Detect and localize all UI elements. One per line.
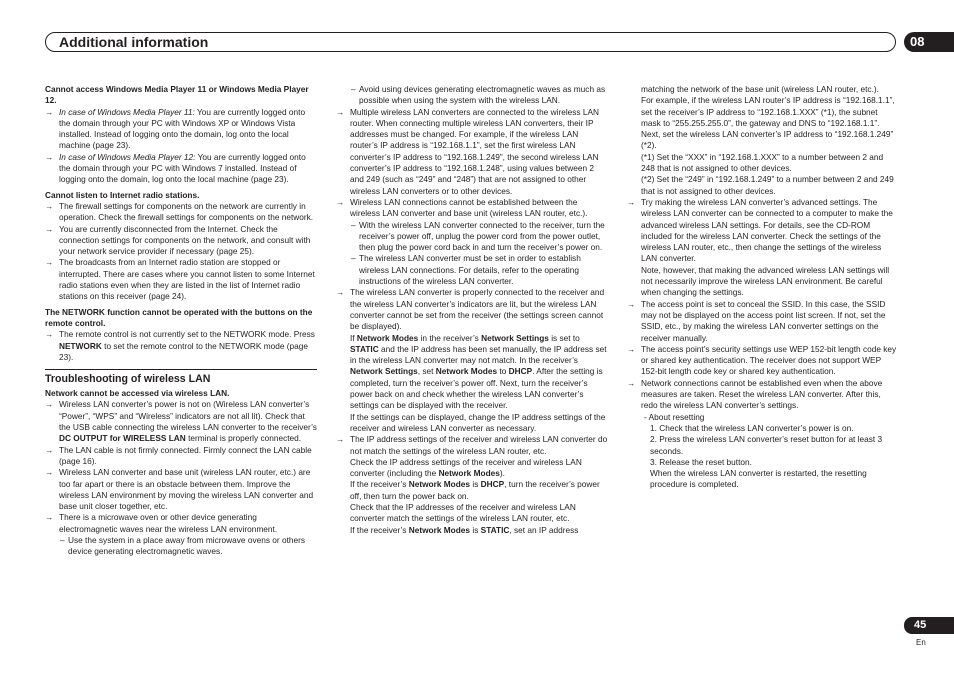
network-settings-ref: Network Settings <box>481 332 549 343</box>
conn-sub-2: – The wireless LAN converter must be set in order to establish wireless LAN connections. For details, refer to the operating instructions of the wireless LAN converter. <box>336 253 608 287</box>
if-dhcp <box>336 479 608 502</box>
cont-text: matching the network of the base unit (wireless LAN router, etc.). <box>641 84 879 94</box>
column-1 <box>45 84 317 558</box>
wmp11-text: You are currently logged onto the domain through your PC with Windows XP or Windows Vista installed. Instead of logging onto the domain, log onto the local machine (page 23). <box>59 106 306 151</box>
advanced-note: Note, however, that making the advanced wireless LAN settings will not necessarily improve the wireless LAN environment. Be careful when changing the settings. <box>641 264 890 298</box>
text-frag: and the IP address has been set manually, the IP address set in the wireless LAN converter may not match. In the receiver’s <box>350 343 607 366</box>
static-ref: STATIC <box>480 524 510 535</box>
text-frag: Check the IP address settings of the receiver and wireless LAN converter (including the <box>350 456 582 479</box>
page-number: 45 <box>904 617 954 634</box>
static-ref: STATIC <box>350 343 379 354</box>
ip-mismatch-item: → The IP address settings of the receiver and wireless LAN converter do not match the settings of the wireless LAN router, etc. <box>336 434 608 457</box>
network-settings-ref: Network Settings <box>350 366 418 377</box>
radio-item-2: → You are currently disconnected from the Internet. Check the connection settings for components on the network, and consult with your network service provider if necessary (page 25). <box>45 224 317 258</box>
radio-heading: Cannot listen to Internet radio stations. <box>45 189 200 200</box>
text-frag: is set to <box>548 332 580 343</box>
text-frag: If the receiver’s <box>350 524 409 535</box>
wmp11-lead: In case of Windows Media Player 11: <box>59 106 195 117</box>
lan-item-3: → Wireless LAN converter and base unit (wireless LAN router, etc.) are too far apart or there is an obstacle between them. Improve the wireless LAN environment by moving the wireless LAN converter and base unit closer together, etc. <box>45 467 317 512</box>
network-modes-ref: Network Modes <box>408 524 471 535</box>
text-frag: to <box>497 366 509 377</box>
radio-item-3: → The broadcasts from an Internet radio station are stopped or interrupted. There are cases where you cannot listen to some Internet radio stations even when they are listed in the list of Internet radio stations on this receiver (page 24). <box>45 257 317 302</box>
if-static <box>336 525 608 536</box>
reset-step-2: 2. Press the wireless LAN converter’s reset button for at least 3 seconds. <box>650 434 883 456</box>
advanced-item: → Try making the wireless LAN converter’s advanced settings. The wireless LAN converter can be connected to a computer to make the advanced wireless LAN settings. For details, see the CD-ROM included for the wireless LAN converter. Check the settings of the wireless LAN router, etc., then change the settings of the wireless LAN converter. <box>627 197 899 265</box>
wep-item: → The access point’s security settings use WEP 152-bit length code key or shared key authentication. The receiver does not support WEP 152-bit length code key or shared key authentication. <box>627 344 899 378</box>
language-label: En <box>916 638 926 647</box>
wmp12-text: You are currently logged onto the domain through your PC with Windows 7 installed. Instead of logging onto the domain, log onto the local machine (page 23). <box>59 151 306 185</box>
avoid-item: – Avoid using devices generating electromagnetic waves as much as possible when using the system with the wireless LAN. <box>336 84 608 107</box>
wmp11-item <box>45 107 317 152</box>
indicator-item: → The wireless LAN converter is properly connected to the receiver and the wireless LAN converter’s indicators are lit, but the wireless LAN converter cannot be set from the receiver (the settings screen cannot be displayed). <box>336 287 608 332</box>
reset-step-1: 1. Check that the wireless LAN converter’s power is on. <box>650 422 854 433</box>
wmp12-lead: In case of Windows Media Player 12: <box>59 151 196 162</box>
wmp-heading: Cannot access Windows Media Player 11 or Windows Media Player 12. <box>45 84 309 106</box>
text-frag: is <box>470 524 481 535</box>
multi-item: → Multiple wireless LAN converters are connected to the wireless LAN router. When connecting multiple wireless LAN converters, their IP addresses must be changed. For example, if the wireless LAN router’s IP address is “192.168.1.1”, set the first wireless LAN converter’s IP address to “192.168.1.249”, the second wireless LAN converter’s IP address to “192.168.1.248”, using values between 2 and 249 (such as “249” and “248”) that are not assigned to other wireless LAN converters or to other devices. <box>336 107 608 197</box>
wmp12-item <box>45 152 317 186</box>
radio-item-1: → The firewall settings for components on the network are currently in operation. Check the firewall settings for components on the network. <box>45 201 317 224</box>
column-3 <box>627 84 899 491</box>
network-button-ref: NETWORK <box>59 340 102 351</box>
conn-sub-1: – With the wireless LAN converter connected to the receiver, turn the receiver’s power off, unplug the power cord from the power outlet, then plug the power cord back in and turn the receiver’s power on. <box>336 220 608 254</box>
lan-item-4: → There is a microwave oven or other device generating electromagnetic waves near the wireless LAN environment. <box>45 512 317 535</box>
reset-step-end: When the wireless LAN converter is restarted, the resetting procedure is completed. <box>650 468 867 490</box>
network-modes-ref: Network Modes <box>435 366 498 377</box>
check-match: Check that the IP addresses of the receiver and wireless LAN converter match the settings of the wireless LAN router, etc. <box>350 501 576 524</box>
text-frag: is <box>470 479 481 490</box>
lan-item-1 <box>45 399 317 444</box>
text-frag: in the receiver’s <box>418 332 482 343</box>
page-title: Additional information <box>59 34 209 50</box>
dhcp-ref: DHCP <box>480 479 505 490</box>
column-2 <box>336 84 608 536</box>
lan-heading: Network cannot be accessed via wireless LAN. <box>45 388 230 399</box>
note-2: (*2) Set the “249” in “192.168.1.249” to a number between 2 and 249 that is not assigned to other devices. <box>641 174 894 196</box>
text-frag: ). <box>499 468 505 479</box>
text-frag: , set <box>417 366 436 377</box>
network-heading: The NETWORK function cannot be operated with the buttons on the remote control. <box>45 306 313 328</box>
header-bar <box>45 32 896 52</box>
lan-1-terminal: DC OUTPUT for WIRELESS LAN <box>59 433 186 444</box>
check-ip <box>336 457 608 480</box>
reset-step-3: 3. Release the reset button. <box>650 456 752 467</box>
network-text-a: The remote control is not currently set to the NETWORK mode. Press <box>59 329 315 340</box>
about-resetting: - About resetting <box>644 411 705 422</box>
lan-item-4-sub: – Use the system in a place away from microwave ovens or others device generating electromagnetic waves. <box>45 535 317 558</box>
lan-1-text-a: Wireless LAN converter’s power is not on (Wireless LAN converter’s “Power”, “WPS” and “Wireless” indicators are not all lit). Check that the USB cable connecting the wireless LAN converter to the receiver’s <box>59 399 317 433</box>
network-modes-ref: Network Modes <box>408 479 471 490</box>
text-frag: . After the setting is completed, turn the receiver’s power off. Next, turn the receiver’s power back on and check whether the wireless LAN converter’s settings can be displayed with the receiver. <box>350 366 603 411</box>
note-1: (*1) Set the “XXX” in “192.168.1.XXX” to a number between 2 and 248 that is not assigned to other devices. <box>641 151 884 174</box>
text-frag: , turn the receiver’s power off, then turn the power back on. <box>350 479 600 501</box>
lan-1-text-c: terminal is properly connected. <box>185 433 302 444</box>
reset-item: → Network connections cannot be established even when the above measures are taken. Reset the wireless LAN converter. After this, redo the wireless LAN converter’s settings. <box>627 378 899 412</box>
text-frag: , set an IP address <box>509 524 579 535</box>
network-modes-ref: Network Modes <box>356 332 419 343</box>
text-frag: If the receiver’s <box>350 479 409 490</box>
indicator-detail <box>336 333 608 412</box>
example-text: For example, if the wireless LAN router’s IP address is “192.168.1.1”, set the receiver’s IP address to “192.168.1.XXX” (*1), the subnet mask to “255.255.255.0”, the gateway and DNS to “192.168.1.1”. <box>641 95 895 128</box>
ssid-item: → The access point is set to conceal the SSID. In this case, the SSID may not be displayed on the access point list screen. If not, set the SSID, etc., by making the wireless LAN converter settings on the receiver manually. <box>627 299 899 344</box>
chapter-tab: 08 <box>904 32 954 52</box>
if-displayed: If the settings can be displayed, change the IP address settings of the receiver and wireless LAN converter as necessary. <box>350 411 606 433</box>
network-text-c: to set the remote control to the NETWORK mode (page 23). <box>59 340 309 362</box>
network-modes-ref: Network Modes <box>438 468 500 479</box>
conn-item: → Wireless LAN connections cannot be established between the wireless LAN converter and base unit (wireless LAN router, etc.). <box>336 197 608 220</box>
text-frag: If <box>350 332 357 343</box>
network-item-1 <box>45 329 317 363</box>
next-text: Next, set the wireless LAN converter’s IP address to “192.168.1.249” (*2). <box>641 129 894 151</box>
dhcp-ref: DHCP <box>508 366 533 377</box>
section-divider <box>45 369 317 370</box>
lan-item-2: → The LAN cable is not firmly connected. Firmly connect the LAN cable (page 16). <box>45 445 317 468</box>
section-title: Troubleshooting of wireless LAN <box>45 373 211 386</box>
